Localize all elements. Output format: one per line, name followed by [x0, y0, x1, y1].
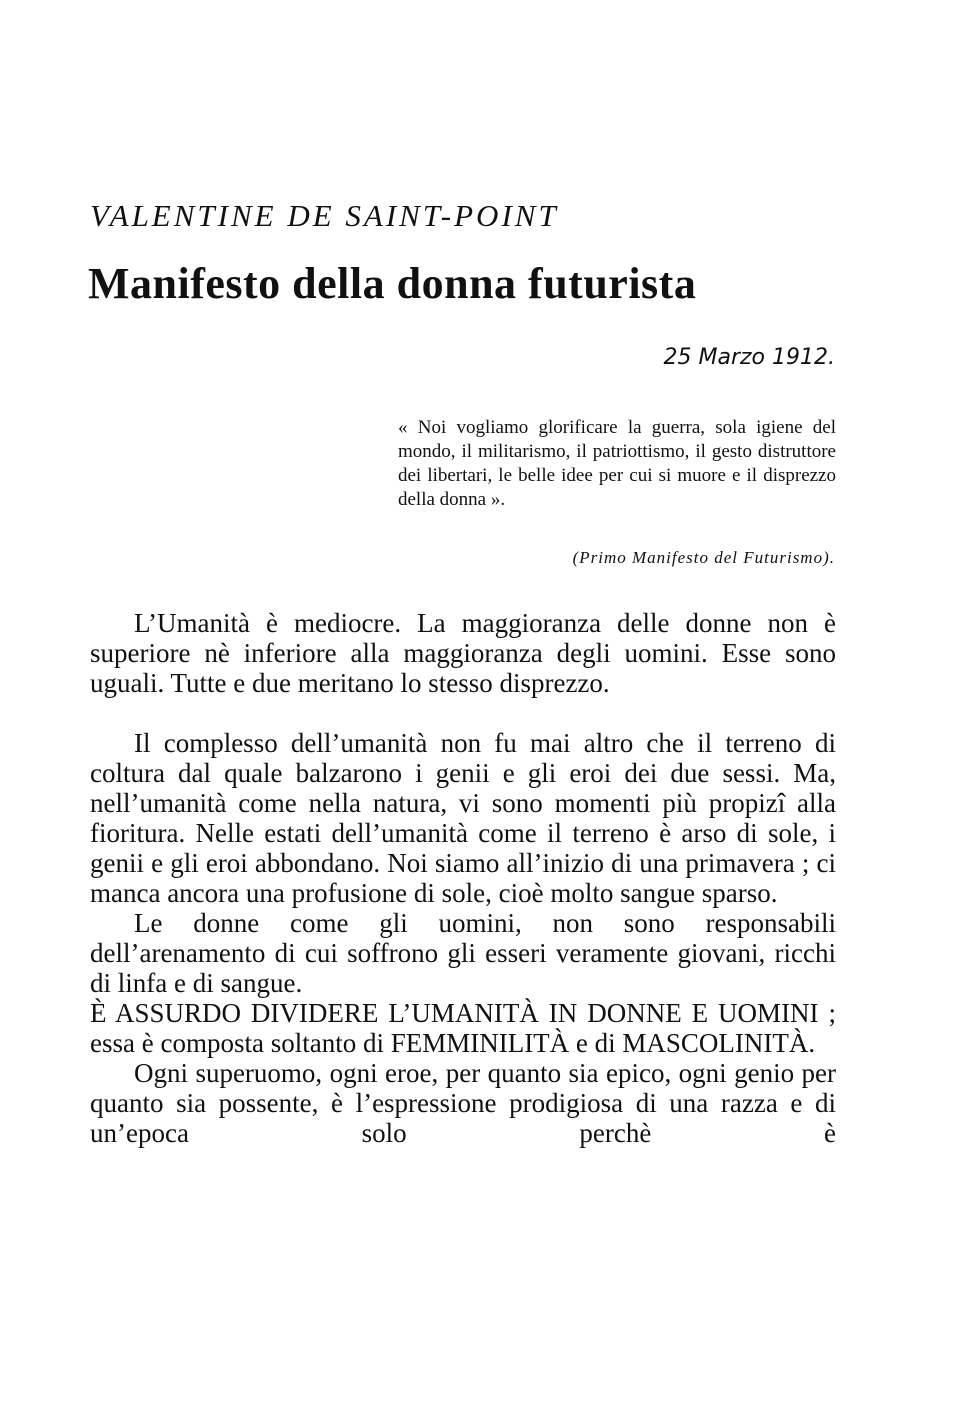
author-name: VALENTINE DE SAINT-POINT [90, 198, 559, 233]
paragraph-4-caps-statement: È ASSURDO DIVIDERE L’UMANITÀ IN DONNE E UOMINI ; essa è composta soltanto di FEMMINILITÀ e di MASCOLINITÀ. [90, 998, 836, 1058]
document-title: Manifesto della donna futurista [88, 259, 697, 308]
paragraph-2: Il complesso dell’umanità non fu mai altro che il terreno di coltura dal quale balzarono i genii e gli eroi dei due sessi. Ma, nell’umanità come nella natura, vi sono momenti più propizî alla fioritura. Nelle estati dell’umanità come il terreno è arso di sole, i genii e gli eroi abbondano. Noi siamo all’inizio di una primavera ; ci manca ancora una profusione di sole, cioè molto sangue sparso. [90, 728, 836, 908]
paragraph-3: Le donne come gli uomini, non sono responsabili dell’arenamento di cui soffrono gli esseri veramente giovani, ricchi di linfa e di sangue. [90, 908, 836, 998]
document-date: 25 Marzo 1912. [663, 345, 835, 370]
paragraph-5: Ogni superuomo, ogni eroe, per quanto sia epico, ogni genio per quanto sia possente, è l’espressione prodigiosa di una razza e di un’epoca solo perchè è [90, 1058, 836, 1148]
body-text [90, 608, 836, 1148]
epigraph-source: (Primo Manifesto del Futurismo). [572, 548, 835, 567]
epigraph-quote: « Noi vogliamo glorificare la guerra, sola igiene del mondo, il militarismo, il patriottismo, il gesto distruttore dei libertari, le belle idee per cui si muore e il disprezzo della donna ». [398, 417, 836, 510]
paragraph-1: L’Umanità è mediocre. La maggioranza delle donne non è superiore nè inferiore alla maggioranza degli uomini. Esse sono uguali. Tutte e due meritano lo stesso disprezzo. [90, 608, 836, 698]
